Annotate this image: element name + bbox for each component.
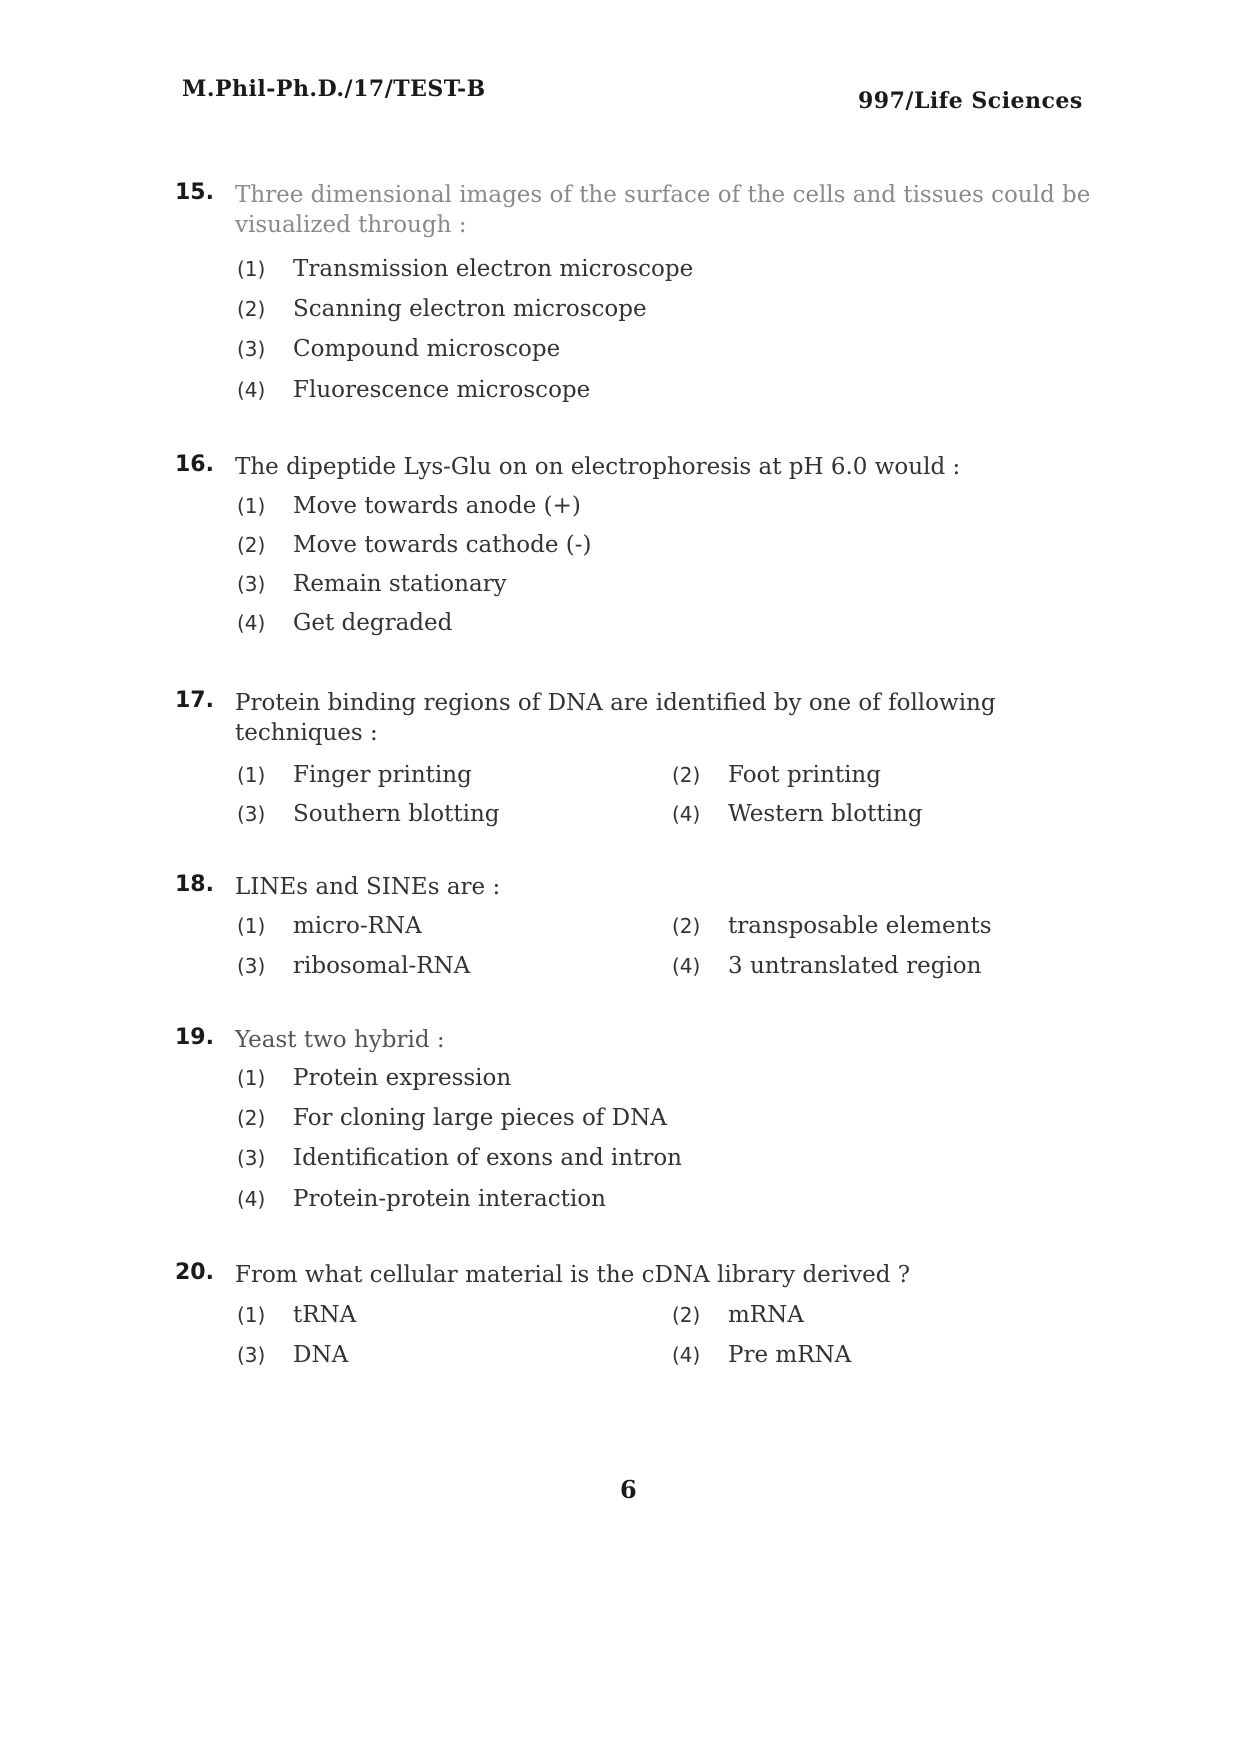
question-number: 17. (175, 688, 214, 713)
option-17-3 (237, 801, 500, 827)
option-20-3 (237, 1342, 348, 1368)
option-19-1 (237, 1065, 511, 1091)
option-number: (4) (237, 1187, 266, 1211)
question-text: LINEs and SINEs are : (235, 874, 501, 900)
option-text: Scanning electron microscope (293, 296, 647, 322)
option-16-3 (237, 571, 507, 597)
option-15-1 (237, 256, 693, 282)
option-number: (4) (672, 954, 701, 978)
option-16-4 (237, 610, 452, 636)
option-16-1 (237, 493, 581, 519)
option-number: (2) (672, 763, 701, 787)
option-number: (3) (237, 1146, 266, 1170)
option-20-2 (672, 1302, 804, 1328)
option-text: Southern blotting (293, 801, 500, 827)
question-number: 19. (175, 1025, 214, 1050)
option-text: DNA (293, 1342, 349, 1368)
option-18-2 (672, 913, 992, 939)
option-19-3 (237, 1145, 682, 1171)
question-number: 18. (175, 872, 214, 897)
question-number: 20. (175, 1260, 214, 1285)
option-number: (3) (237, 1343, 266, 1367)
option-number: (1) (237, 763, 266, 787)
option-text: transposable elements (728, 913, 992, 939)
option-number: (1) (237, 1066, 266, 1090)
option-number: (1) (237, 494, 266, 518)
option-17-2 (672, 762, 881, 788)
option-20-1 (237, 1302, 356, 1328)
option-15-2 (237, 296, 647, 322)
option-number: (3) (237, 954, 266, 978)
option-number: (2) (237, 533, 266, 557)
option-number: (2) (237, 297, 266, 321)
page-number: 6 (620, 1475, 637, 1504)
option-17-1 (237, 762, 472, 788)
option-18-1 (237, 913, 422, 939)
option-text: Transmission electron microscope (293, 256, 694, 282)
option-text: Identification of exons and intron (293, 1145, 682, 1171)
question-text: Yeast two hybrid : (235, 1027, 445, 1053)
option-text: Protein-protein interaction (293, 1186, 606, 1212)
option-number: (4) (672, 1343, 701, 1367)
option-15-4 (237, 377, 590, 403)
option-text: Protein expression (293, 1065, 512, 1091)
option-number: (2) (237, 1106, 266, 1130)
option-text: 3 untranslated region (728, 953, 982, 979)
option-text: micro-RNA (293, 913, 422, 939)
option-15-3 (237, 336, 560, 362)
option-18-3 (237, 953, 470, 979)
option-text: Fluorescence microscope (293, 377, 591, 403)
option-text: mRNA (728, 1302, 804, 1328)
option-text: Get degraded (293, 610, 453, 636)
option-number: (2) (672, 914, 701, 938)
question-text: From what cellular material is the cDNA library derived ? (235, 1262, 911, 1288)
option-number: (3) (237, 572, 266, 596)
option-number: (1) (237, 1303, 266, 1327)
option-number: (1) (237, 257, 266, 281)
question-text: Protein binding regions of DNA are identified by one of following techniques : (235, 690, 996, 746)
option-text: Foot printing (728, 762, 881, 788)
option-text: Move towards cathode (-) (293, 532, 592, 558)
option-number: (4) (237, 378, 266, 402)
option-text: Remain stationary (293, 571, 507, 597)
option-number: (3) (237, 802, 266, 826)
option-text: Compound microscope (293, 336, 561, 362)
option-text: Western blotting (728, 801, 923, 827)
option-text: Move towards anode (+) (293, 493, 581, 519)
option-17-4 (672, 801, 922, 827)
option-19-4 (237, 1186, 606, 1212)
option-18-4 (672, 953, 981, 979)
option-number: (4) (672, 802, 701, 826)
option-text: For cloning large pieces of DNA (293, 1105, 667, 1131)
option-text: Finger printing (293, 762, 472, 788)
question-text: Three dimensional images of the surface of the cells and tissues could be visualized through : (235, 182, 1091, 238)
option-number: (1) (237, 914, 266, 938)
option-16-2 (237, 532, 592, 558)
question-text: The dipeptide Lys-Glu on on electrophoresis at pH 6.0 would : (235, 454, 961, 480)
option-text: tRNA (293, 1302, 357, 1328)
option-text: ribosomal-RNA (293, 953, 471, 979)
option-text: Pre mRNA (728, 1342, 852, 1368)
question-number: 16. (175, 452, 214, 477)
option-number: (4) (237, 611, 266, 635)
option-20-4 (672, 1342, 851, 1368)
option-19-2 (237, 1105, 667, 1131)
header-paper-code: M.Phil-Ph.D./17/TEST-B (182, 76, 486, 102)
option-number: (3) (237, 337, 266, 361)
header-subject: 997/Life Sciences (858, 88, 1083, 114)
question-number: 15. (175, 180, 214, 205)
option-number: (2) (672, 1303, 701, 1327)
